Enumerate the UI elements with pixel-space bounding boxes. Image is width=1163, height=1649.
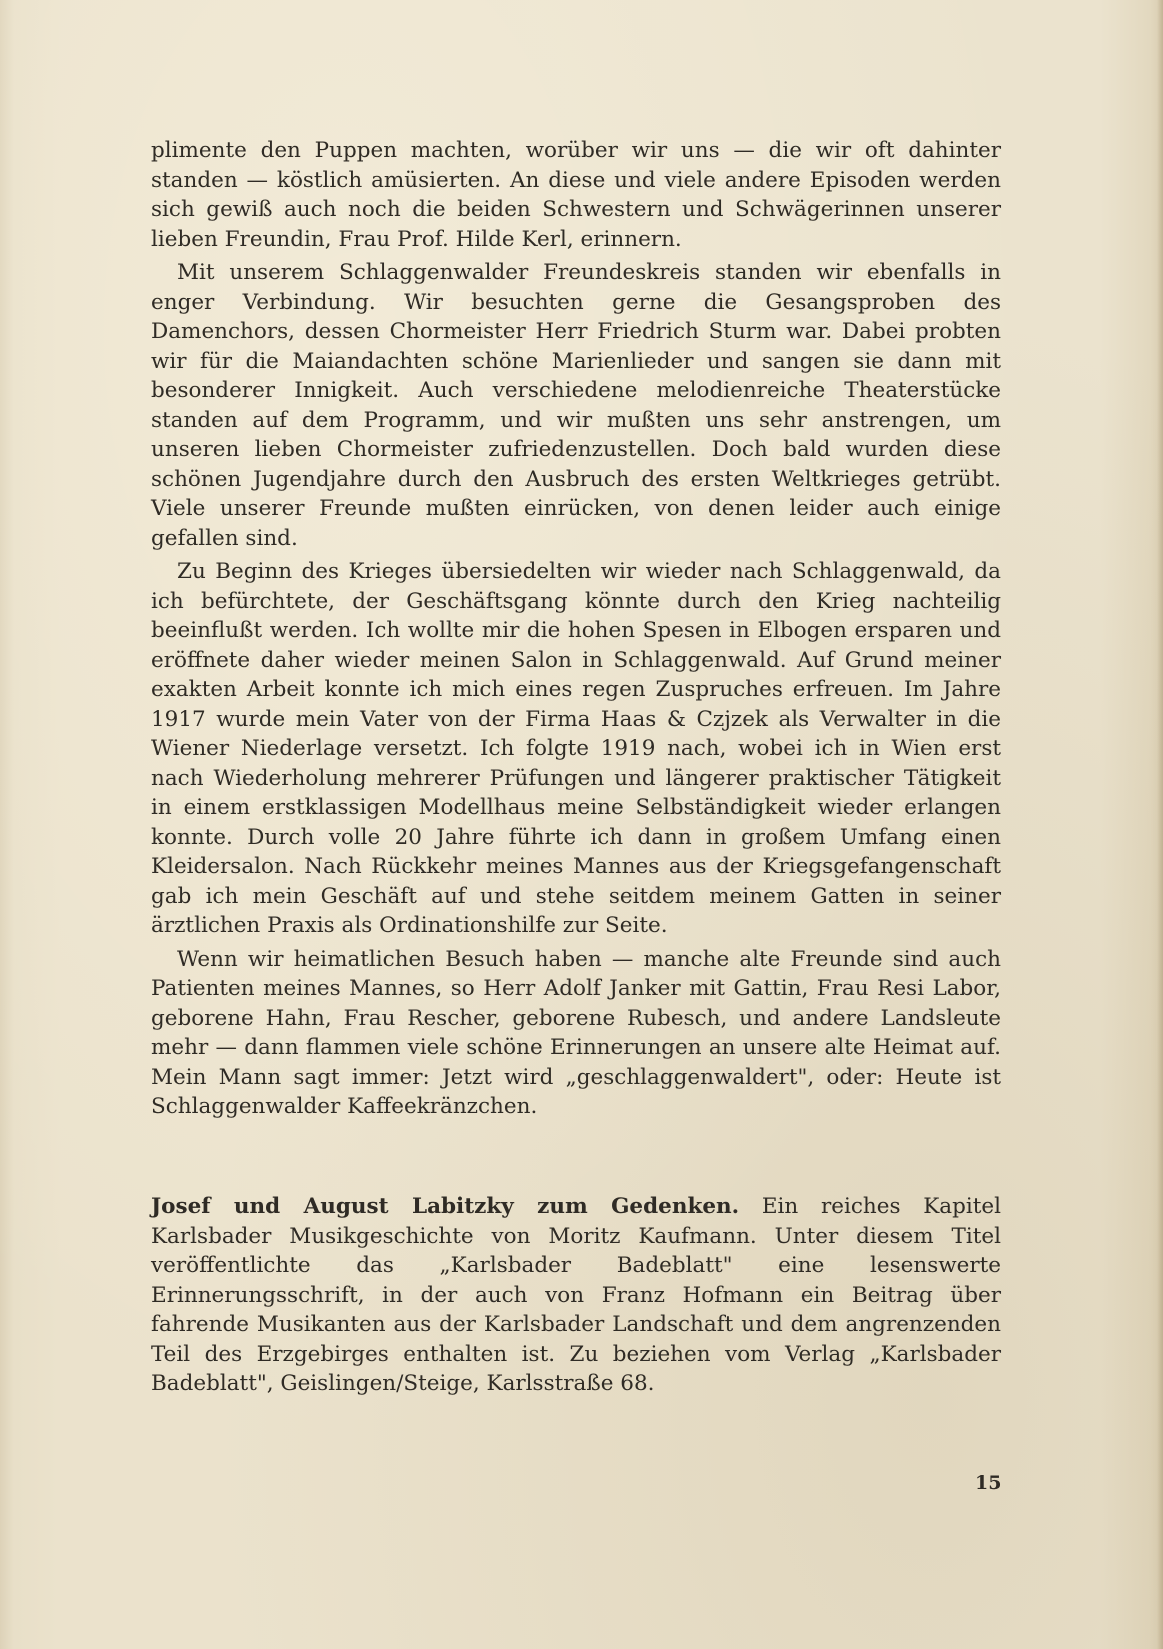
book-note	[151, 1192, 1001, 1399]
body-text	[151, 136, 1001, 1126]
paragraph-choir: Mit unserem Schlaggenwalder Freundeskreis standen wir ebenfalls in enger Verbindung. Wir besuchten gerne die Gesangsproben des Damenchors, dessen Chormeister Herr Friedrich Sturm war. Dabei probten wir für die Maiandachten schöne Marienlieder und sangen sie dann mit besonderer Innigkeit. Auch verschiedene melodienreiche Theaterstücke standen auf dem Programm, und wir mußten uns sehr anstrengen, um unseren lieben Chormeister zufriedenzustellen. Doch bald wurden diese schönen Jugendjahre durch den Ausbruch des ersten Weltkrieges getrübt. Viele unserer Freunde mußten einrücken, von denen leider auch einige gefallen sind.	[151, 260, 1001, 551]
paragraph-puppets: plimente den Puppen machten, worüber wir uns — die wir oft dahinter standen — köstlich amüsierten. An diese und viele andere Episoden werden sich gewiß auch noch die beiden Schwestern und Schwägerinnen unserer lieben Freundin, Frau Prof. Hilde Kerl, erinnern.	[151, 138, 1001, 252]
paragraph-war-years: Zu Beginn des Krieges übersiedelten wir wieder nach Schlaggenwald, da ich befürchtete, der Geschäftsgang könnte durch den Krieg nachteilig beeinflußt werden. Ich wollte mir die hohen Spesen in Elbogen ersparen und eröffnete daher wieder meinen Salon in Schlaggenwald. Auf Grund meiner exakten Arbeit konnte ich mich eines regen Zuspruches erfreuen. Im Jahre 1917 wurde mein Vater von der Firma Haas & Czjzek als Verwalter in die Wiener Niederlage versetzt. Ich folgte 1919 nach, wobei ich in Wien erst nach Wiederholung mehrerer Prüfungen und längerer praktischer Tätigkeit in einem erstklassigen Modellhaus meine Selbständigkeit wieder erlangen konnte. Durch volle 20 Jahre führte ich dann in großem Umfang einen Kleidersalon. Nach Rückkehr meines Mannes aus der Kriegsgefangenschaft gab ich mein Geschäft auf und stehe seitdem meinem Gatten in seiner ärztlichen Praxis als Ordinationshilfe zur Seite.	[151, 559, 1001, 938]
book-note-title: Josef und August Labitzky zum Gedenken.	[151, 1194, 740, 1219]
book-note-body: Ein reiches Kapitel Karlsbader Musikgeschichte von Moritz Kaufmann. Unter diesem Titel veröffentlichte das „Karlsbader Badeblatt" eine lesenswerte Erinnerungsschrift, in der auch von Franz Hofmann ein Beitrag über fahrende Musikanten aus der Karlsbader Landschaft und dem angrenzenden Teil des Erzgebirges enthalten ist. Zu beziehen vom Verlag „Karlsbader Badeblatt", Geislingen/Steige, Karlsstraße 68.	[151, 1194, 1001, 1396]
paragraph-visits: Wenn wir heimatlichen Besuch haben — manche alte Freunde sind auch Patienten meines Mannes, so Herr Adolf Janker mit Gattin, Frau Resi Labor, geborene Hahn, Frau Rescher, geborene Rubesch, und andere Landsleute mehr — dann flammen viele schöne Erinnerungen an unsere alte Heimat auf. Mein Mann sagt immer: Jetzt wird „geschlaggenwaldert", oder: Heute ist Schlaggenwalder Kaffeekränzchen.	[151, 946, 1001, 1119]
page-number: 15	[975, 1472, 1002, 1494]
page-edge-shadow	[1157, 0, 1163, 1649]
